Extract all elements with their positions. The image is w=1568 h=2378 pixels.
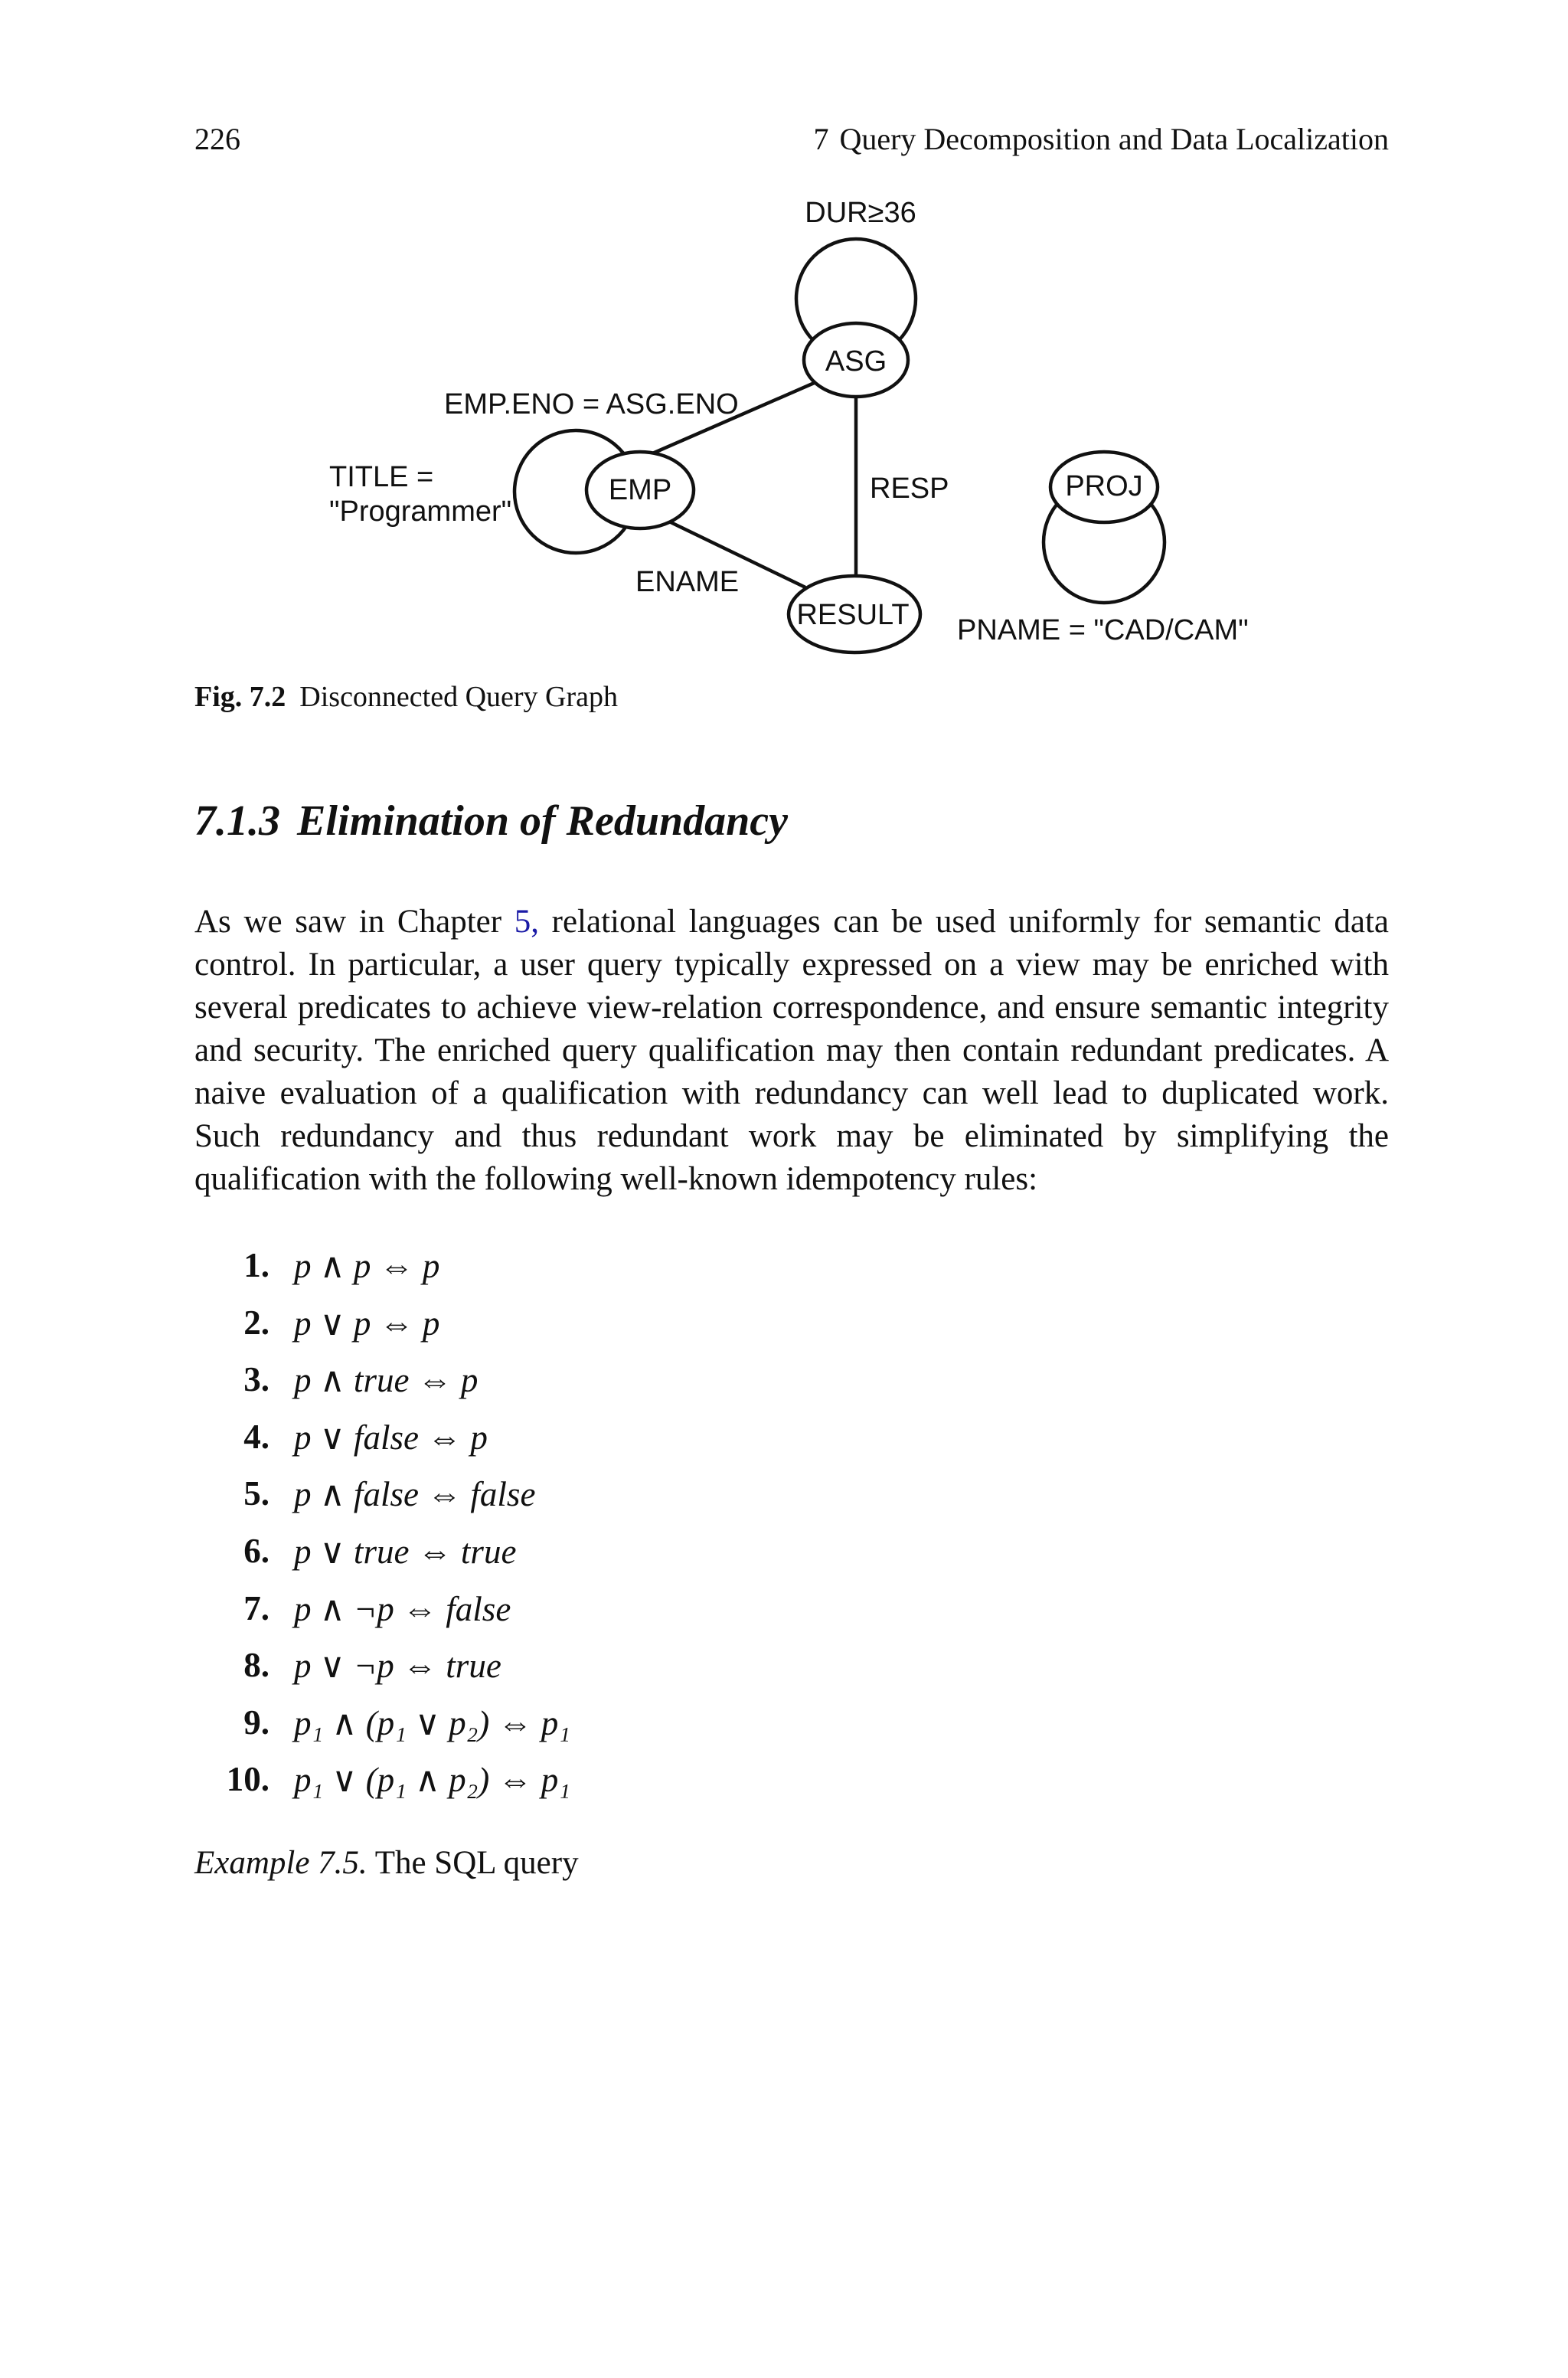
paragraph-text-start: As we saw in Chapter bbox=[194, 904, 514, 940]
rule-item bbox=[194, 1474, 960, 1531]
rule-expression: p ∨ false ⇔ p bbox=[294, 1418, 488, 1457]
label-title-line2: "Programmer" bbox=[329, 496, 512, 528]
rule-number: 5. bbox=[243, 1474, 270, 1513]
example-text: The SQL query bbox=[374, 1845, 579, 1881]
rule-number: 4. bbox=[243, 1417, 270, 1456]
rule-item bbox=[194, 1359, 960, 1417]
chapter-link[interactable]: 5, bbox=[514, 904, 539, 940]
paragraph-text-end: relational languages can be used uniformly for semantic data control. In particular, a user query typically expressed on a view may be enriched with several predicates to achieve view-relation correspondence, and ensure semantic integrity and security. The enriched query qualification may then contain redundant predicates. A naive evaluation of a qualification with redundancy can well lead to duplicated work. Such redundancy and thus redundant work may be eliminated by simplifying the qualification with the following well-known idempotency rules: bbox=[194, 904, 1389, 1197]
rule-item bbox=[194, 1303, 960, 1360]
rule-expression: p ∨ p ⇔ p bbox=[294, 1303, 440, 1343]
figure-caption bbox=[194, 680, 618, 714]
rule-number: 3. bbox=[243, 1360, 270, 1399]
rule-item bbox=[194, 1588, 960, 1646]
rule-item bbox=[194, 1645, 960, 1703]
rule-expression: p ∧ false ⇔ false bbox=[294, 1475, 536, 1514]
rule-number: 2. bbox=[243, 1303, 270, 1342]
rule-number: 8. bbox=[243, 1646, 270, 1685]
rule-expression: p ∨ true ⇔ true bbox=[294, 1532, 517, 1571]
label-pname: PNAME = "CAD/CAM" bbox=[957, 614, 1249, 646]
rule-number: 6. bbox=[243, 1531, 270, 1570]
rule-number: 7. bbox=[243, 1588, 270, 1627]
rule-expression: p ∧ true ⇔ p bbox=[294, 1361, 479, 1400]
node-asg-label: ASG bbox=[825, 345, 887, 378]
section-heading bbox=[194, 796, 788, 846]
rule-expression: p₁ ∨ (p₁ ∧ p₂) ⇔ p₁ bbox=[294, 1761, 570, 1800]
page-number: 226 bbox=[194, 122, 240, 156]
idempotency-rules-list bbox=[194, 1245, 960, 1817]
label-ename: ENAME bbox=[635, 566, 740, 598]
figure-caption-text: Disconnected Query Graph bbox=[299, 681, 619, 713]
rule-item bbox=[194, 1703, 960, 1760]
rule-expression: p ∨ ¬p ⇔ true bbox=[294, 1647, 501, 1686]
rule-number: 10. bbox=[226, 1760, 270, 1799]
label-resp: RESP bbox=[870, 473, 949, 505]
node-emp-label: EMP bbox=[608, 474, 672, 506]
label-emp-asg: EMP.ENO = ASG.ENO bbox=[444, 388, 739, 420]
section-title: Elimination of Redundancy bbox=[297, 797, 788, 845]
node-result-label: RESULT bbox=[796, 599, 910, 631]
chapter-title: Query Decomposition and Data Localization bbox=[839, 122, 1389, 156]
rule-item bbox=[194, 1417, 960, 1474]
node-proj-label: PROJ bbox=[1065, 470, 1143, 502]
rule-item bbox=[194, 1759, 960, 1817]
label-dur: DUR≥36 bbox=[805, 197, 916, 229]
query-graph-figure bbox=[0, 184, 1568, 674]
example-intro bbox=[194, 1844, 579, 1882]
rule-number: 1. bbox=[243, 1246, 270, 1284]
rule-expression: p ∧ p ⇔ p bbox=[294, 1247, 440, 1285]
rule-number: 9. bbox=[243, 1703, 270, 1742]
label-title-line1: TITLE = bbox=[329, 461, 434, 493]
rule-item bbox=[194, 1531, 960, 1588]
rule-expression: p₁ ∧ (p₁ ∨ p₂) ⇔ p₁ bbox=[294, 1703, 570, 1742]
rule-item bbox=[194, 1245, 960, 1303]
chapter-header bbox=[813, 121, 1389, 157]
chapter-number: 7 bbox=[813, 122, 829, 156]
example-label: Example 7.5. bbox=[194, 1845, 368, 1881]
body-paragraph bbox=[194, 901, 1389, 1201]
figure-label: Fig. 7.2 bbox=[194, 681, 286, 713]
rule-expression: p ∧ ¬p ⇔ false bbox=[294, 1589, 511, 1628]
section-number: 7.1.3 bbox=[194, 797, 280, 845]
running-head bbox=[194, 121, 1389, 167]
